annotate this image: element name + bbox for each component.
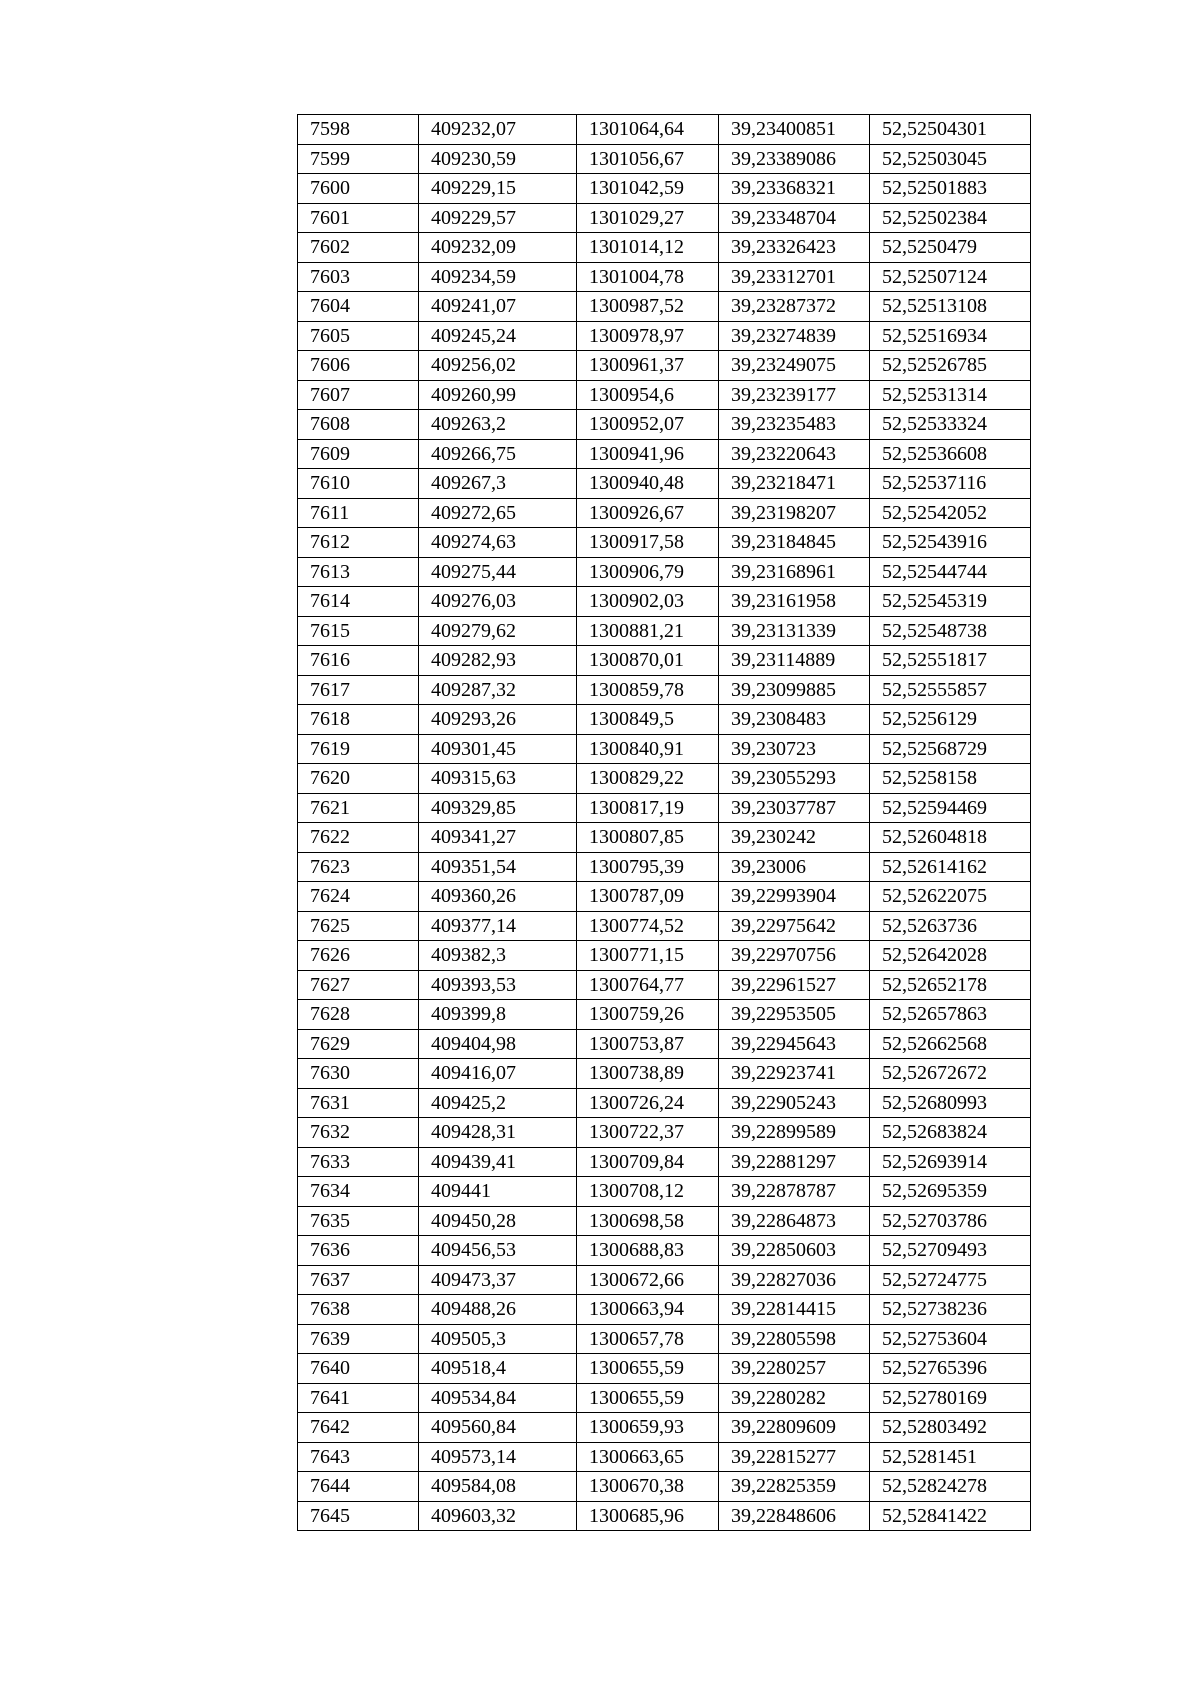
y-coordinate-cell: 1301042,59 bbox=[577, 174, 719, 204]
longitude-cell: 39,22953505 bbox=[719, 1000, 870, 1030]
x-coordinate-cell: 409393,53 bbox=[419, 970, 577, 1000]
table-row bbox=[298, 911, 1031, 941]
x-coordinate-cell: 409241,07 bbox=[419, 292, 577, 322]
x-coordinate-cell: 409488,26 bbox=[419, 1295, 577, 1325]
point-number-cell: 7634 bbox=[298, 1177, 419, 1207]
y-coordinate-cell: 1300685,96 bbox=[577, 1501, 719, 1531]
latitude-cell: 52,52824278 bbox=[870, 1472, 1031, 1502]
table-row bbox=[298, 1177, 1031, 1207]
table-row bbox=[298, 1000, 1031, 1030]
longitude-cell: 39,23099885 bbox=[719, 675, 870, 705]
longitude-cell: 39,22878787 bbox=[719, 1177, 870, 1207]
point-number-cell: 7623 bbox=[298, 852, 419, 882]
longitude-cell: 39,23161958 bbox=[719, 587, 870, 617]
latitude-cell: 52,52594469 bbox=[870, 793, 1031, 823]
latitude-cell: 52,52501883 bbox=[870, 174, 1031, 204]
longitude-cell: 39,23326423 bbox=[719, 233, 870, 263]
longitude-cell: 39,22809609 bbox=[719, 1413, 870, 1443]
x-coordinate-cell: 409603,32 bbox=[419, 1501, 577, 1531]
table-row bbox=[298, 262, 1031, 292]
x-coordinate-cell: 409282,93 bbox=[419, 646, 577, 676]
x-coordinate-cell: 409245,24 bbox=[419, 321, 577, 351]
longitude-cell: 39,23239177 bbox=[719, 380, 870, 410]
table-row bbox=[298, 1295, 1031, 1325]
x-coordinate-cell: 409416,07 bbox=[419, 1059, 577, 1089]
point-number-cell: 7624 bbox=[298, 882, 419, 912]
point-number-cell: 7641 bbox=[298, 1383, 419, 1413]
latitude-cell: 52,52803492 bbox=[870, 1413, 1031, 1443]
table-row bbox=[298, 1059, 1031, 1089]
longitude-cell: 39,2308483 bbox=[719, 705, 870, 735]
point-number-cell: 7622 bbox=[298, 823, 419, 853]
latitude-cell: 52,52507124 bbox=[870, 262, 1031, 292]
y-coordinate-cell: 1300940,48 bbox=[577, 469, 719, 499]
table-row bbox=[298, 852, 1031, 882]
latitude-cell: 52,52548738 bbox=[870, 616, 1031, 646]
point-number-cell: 7642 bbox=[298, 1413, 419, 1443]
point-number-cell: 7620 bbox=[298, 764, 419, 794]
point-number-cell: 7645 bbox=[298, 1501, 419, 1531]
table-row bbox=[298, 1442, 1031, 1472]
table-row bbox=[298, 292, 1031, 322]
latitude-cell: 52,52537116 bbox=[870, 469, 1031, 499]
y-coordinate-cell: 1300663,94 bbox=[577, 1295, 719, 1325]
table-row bbox=[298, 1029, 1031, 1059]
latitude-cell: 52,52551817 bbox=[870, 646, 1031, 676]
y-coordinate-cell: 1300902,03 bbox=[577, 587, 719, 617]
latitude-cell: 52,5250479 bbox=[870, 233, 1031, 263]
point-number-cell: 7638 bbox=[298, 1295, 419, 1325]
latitude-cell: 52,52753604 bbox=[870, 1324, 1031, 1354]
longitude-cell: 39,22961527 bbox=[719, 970, 870, 1000]
y-coordinate-cell: 1300753,87 bbox=[577, 1029, 719, 1059]
point-number-cell: 7625 bbox=[298, 911, 419, 941]
x-coordinate-cell: 409439,41 bbox=[419, 1147, 577, 1177]
point-number-cell: 7635 bbox=[298, 1206, 419, 1236]
table-row bbox=[298, 203, 1031, 233]
longitude-cell: 39,22945643 bbox=[719, 1029, 870, 1059]
x-coordinate-cell: 409505,3 bbox=[419, 1324, 577, 1354]
table-row bbox=[298, 115, 1031, 145]
latitude-cell: 52,52536608 bbox=[870, 439, 1031, 469]
x-coordinate-cell: 409441 bbox=[419, 1177, 577, 1207]
table-row bbox=[298, 528, 1031, 558]
longitude-cell: 39,22805598 bbox=[719, 1324, 870, 1354]
y-coordinate-cell: 1300917,58 bbox=[577, 528, 719, 558]
table-row bbox=[298, 174, 1031, 204]
table-row bbox=[298, 1354, 1031, 1384]
longitude-cell: 39,23168961 bbox=[719, 557, 870, 587]
y-coordinate-cell: 1300987,52 bbox=[577, 292, 719, 322]
x-coordinate-cell: 409341,27 bbox=[419, 823, 577, 853]
longitude-cell: 39,22850603 bbox=[719, 1236, 870, 1266]
point-number-cell: 7617 bbox=[298, 675, 419, 705]
point-number-cell: 7616 bbox=[298, 646, 419, 676]
x-coordinate-cell: 409473,37 bbox=[419, 1265, 577, 1295]
point-number-cell: 7610 bbox=[298, 469, 419, 499]
table-row bbox=[298, 351, 1031, 381]
y-coordinate-cell: 1301064,64 bbox=[577, 115, 719, 145]
y-coordinate-cell: 1300726,24 bbox=[577, 1088, 719, 1118]
table-row bbox=[298, 498, 1031, 528]
y-coordinate-cell: 1300941,96 bbox=[577, 439, 719, 469]
longitude-cell: 39,23274839 bbox=[719, 321, 870, 351]
longitude-cell: 39,23184845 bbox=[719, 528, 870, 558]
y-coordinate-cell: 1300708,12 bbox=[577, 1177, 719, 1207]
longitude-cell: 39,23400851 bbox=[719, 115, 870, 145]
x-coordinate-cell: 409301,45 bbox=[419, 734, 577, 764]
y-coordinate-cell: 1300978,97 bbox=[577, 321, 719, 351]
point-number-cell: 7629 bbox=[298, 1029, 419, 1059]
y-coordinate-cell: 1301029,27 bbox=[577, 203, 719, 233]
longitude-cell: 39,230242 bbox=[719, 823, 870, 853]
y-coordinate-cell: 1300738,89 bbox=[577, 1059, 719, 1089]
latitude-cell: 52,52780169 bbox=[870, 1383, 1031, 1413]
latitude-cell: 52,52543916 bbox=[870, 528, 1031, 558]
latitude-cell: 52,52504301 bbox=[870, 115, 1031, 145]
table-row bbox=[298, 1413, 1031, 1443]
x-coordinate-cell: 409276,03 bbox=[419, 587, 577, 617]
longitude-cell: 39,22827036 bbox=[719, 1265, 870, 1295]
latitude-cell: 52,52503045 bbox=[870, 144, 1031, 174]
latitude-cell: 52,52502384 bbox=[870, 203, 1031, 233]
longitude-cell: 39,23312701 bbox=[719, 262, 870, 292]
point-number-cell: 7602 bbox=[298, 233, 419, 263]
longitude-cell: 39,230723 bbox=[719, 734, 870, 764]
point-number-cell: 7627 bbox=[298, 970, 419, 1000]
latitude-cell: 52,52642028 bbox=[870, 941, 1031, 971]
longitude-cell: 39,22825359 bbox=[719, 1472, 870, 1502]
x-coordinate-cell: 409534,84 bbox=[419, 1383, 577, 1413]
x-coordinate-cell: 409351,54 bbox=[419, 852, 577, 882]
y-coordinate-cell: 1300688,83 bbox=[577, 1236, 719, 1266]
longitude-cell: 39,22848606 bbox=[719, 1501, 870, 1531]
y-coordinate-cell: 1300954,6 bbox=[577, 380, 719, 410]
x-coordinate-cell: 409560,84 bbox=[419, 1413, 577, 1443]
point-number-cell: 7603 bbox=[298, 262, 419, 292]
latitude-cell: 52,5281451 bbox=[870, 1442, 1031, 1472]
point-number-cell: 7626 bbox=[298, 941, 419, 971]
latitude-cell: 52,52695359 bbox=[870, 1177, 1031, 1207]
x-coordinate-cell: 409584,08 bbox=[419, 1472, 577, 1502]
point-number-cell: 7604 bbox=[298, 292, 419, 322]
y-coordinate-cell: 1300663,65 bbox=[577, 1442, 719, 1472]
latitude-cell: 52,52738236 bbox=[870, 1295, 1031, 1325]
y-coordinate-cell: 1300774,52 bbox=[577, 911, 719, 941]
point-number-cell: 7640 bbox=[298, 1354, 419, 1384]
y-coordinate-cell: 1300759,26 bbox=[577, 1000, 719, 1030]
y-coordinate-cell: 1300807,85 bbox=[577, 823, 719, 853]
longitude-cell: 39,22815277 bbox=[719, 1442, 870, 1472]
x-coordinate-cell: 409360,26 bbox=[419, 882, 577, 912]
latitude-cell: 52,5258158 bbox=[870, 764, 1031, 794]
point-number-cell: 7637 bbox=[298, 1265, 419, 1295]
table-row bbox=[298, 1472, 1031, 1502]
y-coordinate-cell: 1300670,38 bbox=[577, 1472, 719, 1502]
y-coordinate-cell: 1300795,39 bbox=[577, 852, 719, 882]
point-number-cell: 7599 bbox=[298, 144, 419, 174]
point-number-cell: 7601 bbox=[298, 203, 419, 233]
longitude-cell: 39,23055293 bbox=[719, 764, 870, 794]
latitude-cell: 52,52614162 bbox=[870, 852, 1031, 882]
x-coordinate-cell: 409399,8 bbox=[419, 1000, 577, 1030]
latitude-cell: 52,52841422 bbox=[870, 1501, 1031, 1531]
latitude-cell: 52,52604818 bbox=[870, 823, 1031, 853]
y-coordinate-cell: 1300961,37 bbox=[577, 351, 719, 381]
longitude-cell: 39,22864873 bbox=[719, 1206, 870, 1236]
table-row bbox=[298, 1147, 1031, 1177]
latitude-cell: 52,52531314 bbox=[870, 380, 1031, 410]
point-number-cell: 7609 bbox=[298, 439, 419, 469]
y-coordinate-cell: 1300906,79 bbox=[577, 557, 719, 587]
longitude-cell: 39,22975642 bbox=[719, 911, 870, 941]
y-coordinate-cell: 1300659,93 bbox=[577, 1413, 719, 1443]
table-row bbox=[298, 616, 1031, 646]
table-row bbox=[298, 1206, 1031, 1236]
latitude-cell: 52,52622075 bbox=[870, 882, 1031, 912]
point-number-cell: 7621 bbox=[298, 793, 419, 823]
latitude-cell: 52,52568729 bbox=[870, 734, 1031, 764]
y-coordinate-cell: 1300722,37 bbox=[577, 1118, 719, 1148]
table-row bbox=[298, 734, 1031, 764]
table-row bbox=[298, 557, 1031, 587]
table-row bbox=[298, 675, 1031, 705]
longitude-cell: 39,22814415 bbox=[719, 1295, 870, 1325]
x-coordinate-cell: 409573,14 bbox=[419, 1442, 577, 1472]
longitude-cell: 39,22993904 bbox=[719, 882, 870, 912]
point-number-cell: 7630 bbox=[298, 1059, 419, 1089]
latitude-cell: 52,52662568 bbox=[870, 1029, 1031, 1059]
point-number-cell: 7607 bbox=[298, 380, 419, 410]
table-row bbox=[298, 439, 1031, 469]
point-number-cell: 7611 bbox=[298, 498, 419, 528]
point-number-cell: 7632 bbox=[298, 1118, 419, 1148]
x-coordinate-cell: 409256,02 bbox=[419, 351, 577, 381]
latitude-cell: 52,52709493 bbox=[870, 1236, 1031, 1266]
point-number-cell: 7600 bbox=[298, 174, 419, 204]
x-coordinate-cell: 409232,07 bbox=[419, 115, 577, 145]
point-number-cell: 7633 bbox=[298, 1147, 419, 1177]
latitude-cell: 52,52545319 bbox=[870, 587, 1031, 617]
x-coordinate-cell: 409382,3 bbox=[419, 941, 577, 971]
table-row bbox=[298, 144, 1031, 174]
x-coordinate-cell: 409287,32 bbox=[419, 675, 577, 705]
x-coordinate-cell: 409377,14 bbox=[419, 911, 577, 941]
y-coordinate-cell: 1300698,58 bbox=[577, 1206, 719, 1236]
y-coordinate-cell: 1300849,5 bbox=[577, 705, 719, 735]
y-coordinate-cell: 1300655,59 bbox=[577, 1354, 719, 1384]
latitude-cell: 52,52555857 bbox=[870, 675, 1031, 705]
point-number-cell: 7605 bbox=[298, 321, 419, 351]
point-number-cell: 7618 bbox=[298, 705, 419, 735]
latitude-cell: 52,52652178 bbox=[870, 970, 1031, 1000]
table-row bbox=[298, 469, 1031, 499]
x-coordinate-cell: 409275,44 bbox=[419, 557, 577, 587]
longitude-cell: 39,23218471 bbox=[719, 469, 870, 499]
longitude-cell: 39,22899589 bbox=[719, 1118, 870, 1148]
point-number-cell: 7608 bbox=[298, 410, 419, 440]
table-row bbox=[298, 1324, 1031, 1354]
longitude-cell: 39,23220643 bbox=[719, 439, 870, 469]
latitude-cell: 52,52533324 bbox=[870, 410, 1031, 440]
latitude-cell: 52,52683824 bbox=[870, 1118, 1031, 1148]
latitude-cell: 52,52544744 bbox=[870, 557, 1031, 587]
latitude-cell: 52,52680993 bbox=[870, 1088, 1031, 1118]
longitude-cell: 39,2280282 bbox=[719, 1383, 870, 1413]
y-coordinate-cell: 1300787,09 bbox=[577, 882, 719, 912]
longitude-cell: 39,23389086 bbox=[719, 144, 870, 174]
x-coordinate-cell: 409232,09 bbox=[419, 233, 577, 263]
latitude-cell: 52,52542052 bbox=[870, 498, 1031, 528]
x-coordinate-cell: 409293,26 bbox=[419, 705, 577, 735]
table-row bbox=[298, 970, 1031, 1000]
longitude-cell: 39,23037787 bbox=[719, 793, 870, 823]
latitude-cell: 52,52765396 bbox=[870, 1354, 1031, 1384]
point-number-cell: 7643 bbox=[298, 1442, 419, 1472]
coordinate-table-body bbox=[298, 115, 1031, 1531]
point-number-cell: 7619 bbox=[298, 734, 419, 764]
table-row bbox=[298, 380, 1031, 410]
longitude-cell: 39,23006 bbox=[719, 852, 870, 882]
point-number-cell: 7631 bbox=[298, 1088, 419, 1118]
x-coordinate-cell: 409450,28 bbox=[419, 1206, 577, 1236]
latitude-cell: 52,52513108 bbox=[870, 292, 1031, 322]
latitude-cell: 52,5263736 bbox=[870, 911, 1031, 941]
table-row bbox=[298, 1088, 1031, 1118]
y-coordinate-cell: 1300709,84 bbox=[577, 1147, 719, 1177]
x-coordinate-cell: 409428,31 bbox=[419, 1118, 577, 1148]
longitude-cell: 39,22970756 bbox=[719, 941, 870, 971]
y-coordinate-cell: 1300926,67 bbox=[577, 498, 719, 528]
table-row bbox=[298, 1236, 1031, 1266]
coordinate-table bbox=[297, 114, 1031, 1531]
y-coordinate-cell: 1300870,01 bbox=[577, 646, 719, 676]
point-number-cell: 7614 bbox=[298, 587, 419, 617]
y-coordinate-cell: 1300817,19 bbox=[577, 793, 719, 823]
latitude-cell: 52,52526785 bbox=[870, 351, 1031, 381]
latitude-cell: 52,52724775 bbox=[870, 1265, 1031, 1295]
y-coordinate-cell: 1300840,91 bbox=[577, 734, 719, 764]
longitude-cell: 39,23348704 bbox=[719, 203, 870, 233]
x-coordinate-cell: 409518,4 bbox=[419, 1354, 577, 1384]
y-coordinate-cell: 1300829,22 bbox=[577, 764, 719, 794]
x-coordinate-cell: 409263,2 bbox=[419, 410, 577, 440]
table-row bbox=[298, 646, 1031, 676]
x-coordinate-cell: 409456,53 bbox=[419, 1236, 577, 1266]
x-coordinate-cell: 409272,65 bbox=[419, 498, 577, 528]
x-coordinate-cell: 409404,98 bbox=[419, 1029, 577, 1059]
point-number-cell: 7636 bbox=[298, 1236, 419, 1266]
x-coordinate-cell: 409329,85 bbox=[419, 793, 577, 823]
y-coordinate-cell: 1300859,78 bbox=[577, 675, 719, 705]
y-coordinate-cell: 1301014,12 bbox=[577, 233, 719, 263]
longitude-cell: 39,22881297 bbox=[719, 1147, 870, 1177]
x-coordinate-cell: 409266,75 bbox=[419, 439, 577, 469]
x-coordinate-cell: 409234,59 bbox=[419, 262, 577, 292]
y-coordinate-cell: 1301004,78 bbox=[577, 262, 719, 292]
longitude-cell: 39,2280257 bbox=[719, 1354, 870, 1384]
table-row bbox=[298, 587, 1031, 617]
point-number-cell: 7613 bbox=[298, 557, 419, 587]
table-row bbox=[298, 1265, 1031, 1295]
latitude-cell: 52,52672672 bbox=[870, 1059, 1031, 1089]
point-number-cell: 7628 bbox=[298, 1000, 419, 1030]
point-number-cell: 7598 bbox=[298, 115, 419, 145]
longitude-cell: 39,23131339 bbox=[719, 616, 870, 646]
point-number-cell: 7615 bbox=[298, 616, 419, 646]
x-coordinate-cell: 409274,63 bbox=[419, 528, 577, 558]
table-row bbox=[298, 882, 1031, 912]
longitude-cell: 39,23368321 bbox=[719, 174, 870, 204]
y-coordinate-cell: 1300881,21 bbox=[577, 616, 719, 646]
y-coordinate-cell: 1300771,15 bbox=[577, 941, 719, 971]
x-coordinate-cell: 409229,57 bbox=[419, 203, 577, 233]
latitude-cell: 52,52693914 bbox=[870, 1147, 1031, 1177]
latitude-cell: 52,52657863 bbox=[870, 1000, 1031, 1030]
table-row bbox=[298, 941, 1031, 971]
table-row bbox=[298, 410, 1031, 440]
longitude-cell: 39,23198207 bbox=[719, 498, 870, 528]
point-number-cell: 7639 bbox=[298, 1324, 419, 1354]
x-coordinate-cell: 409425,2 bbox=[419, 1088, 577, 1118]
x-coordinate-cell: 409229,15 bbox=[419, 174, 577, 204]
x-coordinate-cell: 409315,63 bbox=[419, 764, 577, 794]
longitude-cell: 39,23235483 bbox=[719, 410, 870, 440]
longitude-cell: 39,23249075 bbox=[719, 351, 870, 381]
table-row bbox=[298, 1118, 1031, 1148]
table-row bbox=[298, 233, 1031, 263]
y-coordinate-cell: 1300764,77 bbox=[577, 970, 719, 1000]
longitude-cell: 39,22905243 bbox=[719, 1088, 870, 1118]
x-coordinate-cell: 409279,62 bbox=[419, 616, 577, 646]
latitude-cell: 52,5256129 bbox=[870, 705, 1031, 735]
longitude-cell: 39,22923741 bbox=[719, 1059, 870, 1089]
x-coordinate-cell: 409230,59 bbox=[419, 144, 577, 174]
table-row bbox=[298, 1501, 1031, 1531]
longitude-cell: 39,23287372 bbox=[719, 292, 870, 322]
table-row bbox=[298, 764, 1031, 794]
x-coordinate-cell: 409267,3 bbox=[419, 469, 577, 499]
y-coordinate-cell: 1301056,67 bbox=[577, 144, 719, 174]
table-row bbox=[298, 793, 1031, 823]
latitude-cell: 52,52516934 bbox=[870, 321, 1031, 351]
y-coordinate-cell: 1300952,07 bbox=[577, 410, 719, 440]
y-coordinate-cell: 1300655,59 bbox=[577, 1383, 719, 1413]
longitude-cell: 39,23114889 bbox=[719, 646, 870, 676]
table-row bbox=[298, 705, 1031, 735]
latitude-cell: 52,52703786 bbox=[870, 1206, 1031, 1236]
point-number-cell: 7644 bbox=[298, 1472, 419, 1502]
y-coordinate-cell: 1300672,66 bbox=[577, 1265, 719, 1295]
table-row bbox=[298, 321, 1031, 351]
table-row bbox=[298, 823, 1031, 853]
y-coordinate-cell: 1300657,78 bbox=[577, 1324, 719, 1354]
table-row bbox=[298, 1383, 1031, 1413]
point-number-cell: 7612 bbox=[298, 528, 419, 558]
x-coordinate-cell: 409260,99 bbox=[419, 380, 577, 410]
point-number-cell: 7606 bbox=[298, 351, 419, 381]
